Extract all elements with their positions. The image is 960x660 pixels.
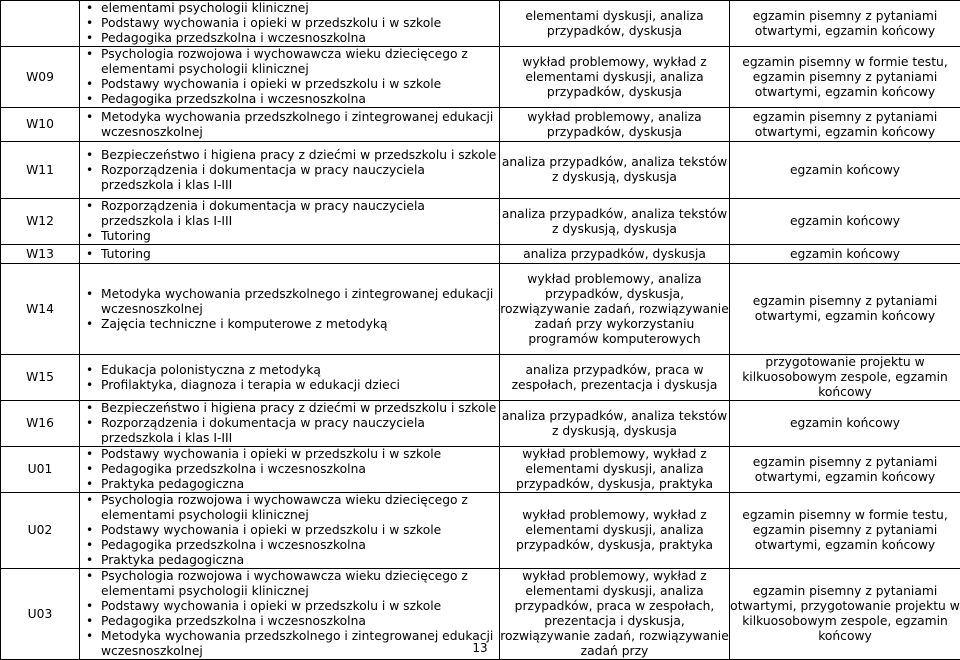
assessment-cell: przygotowanie projektu w kilkuosobowym zespole, egzamin końcowy (730, 355, 960, 401)
assessment-cell: egzamin końcowy (730, 245, 960, 264)
subject-item: • Podstawy wychowania i opieki w przedszkolu i w szkole (80, 447, 499, 462)
subject-item: • Bezpieczeństwo i higiena pracy z dziećmi w przedszkolu i szkole (80, 401, 499, 416)
subject-item: • Tutoring (80, 247, 499, 262)
subjects-cell (80, 1, 500, 47)
methods-cell: wykład problemowy, wykład z elementami dyskusji, analiza przypadków, praca w zespołach, prezentacja i dyskusja, rozwiązywanie zadań, rozwiązywanie zadań przy (500, 569, 730, 660)
subject-item: • Pedagogika przedszkolna i wczesnoszkolna (80, 538, 499, 553)
subject-item: • elementami psychologii klinicznej (80, 1, 499, 16)
subject-item: • Rozporządzenia i dokumentacja w pracy nauczyciela przedszkola i klas I-III (80, 416, 499, 446)
subjects-cell (80, 142, 500, 199)
subject-item: • Podstawy wychowania i opieki w przedszkolu i w szkole (80, 16, 499, 31)
methods-cell: wykład problemowy, analiza przypadków, dyskusja, rozwiązywanie zadań, rozwiązywanie zadań przy wykorzystaniu programów komputerowych (500, 264, 730, 355)
assessment-cell: egzamin końcowy (730, 142, 960, 199)
methods-cell: analiza przypadków, analiza tekstów z dyskusją, dyskusja (500, 142, 730, 199)
subject-item: • Podstawy wychowania i opieki w przedszkolu i w szkole (80, 523, 499, 538)
table-row (1, 493, 960, 569)
table-row (1, 47, 960, 108)
table-row (1, 264, 960, 355)
outcome-code (1, 1, 80, 47)
subject-item: • Rozporządzenia i dokumentacja w pracy nauczyciela przedszkola i klas I-III (80, 199, 499, 229)
assessment-cell: egzamin końcowy (730, 199, 960, 245)
subject-item: • Pedagogika przedszkolna i wczesnoszkolna (80, 614, 499, 629)
subject-item: • Zajęcia techniczne i komputerowe z metodyką (80, 317, 499, 332)
table-row (1, 108, 960, 142)
outcome-code: W13 (1, 245, 80, 264)
outcome-code: W16 (1, 401, 80, 447)
subjects-cell (80, 245, 500, 264)
outcome-code: W14 (1, 264, 80, 355)
subject-item: • Podstawy wychowania i opieki w przedszkolu i w szkole (80, 599, 499, 614)
subject-item: • Psychologia rozwojowa i wychowawcza wieku dziecięcego z elementami psychologii klinicznej (80, 493, 499, 523)
assessment-cell: egzamin pisemny z pytaniami otwartymi, egzamin końcowy (730, 1, 960, 47)
outcome-code: W15 (1, 355, 80, 401)
methods-cell: wykład problemowy, analiza przypadków, dyskusja (500, 108, 730, 142)
subjects-cell (80, 493, 500, 569)
outcome-code: U02 (1, 493, 80, 569)
table-row (1, 355, 960, 401)
methods-cell: wykład problemowy, wykład z elementami dyskusji, analiza przypadków, dyskusja, praktyka (500, 447, 730, 493)
methods-cell: wykład problemowy, wykład z elementami dyskusji, analiza przypadków, dyskusja (500, 47, 730, 108)
page-number: 13 (0, 641, 960, 655)
subject-item: • Pedagogika przedszkolna i wczesnoszkolna (80, 92, 499, 107)
subjects-cell (80, 47, 500, 108)
methods-cell: wykład problemowy, wykład z elementami dyskusji, analiza przypadków, dyskusja, praktyka (500, 493, 730, 569)
subject-item: • Metodyka wychowania przedszkolnego i zintegrowanej edukacji wczesnoszkolnej (80, 287, 499, 317)
subject-item: • Praktyka pedagogiczna (80, 553, 499, 568)
outcome-code: W10 (1, 108, 80, 142)
methods-cell: analiza przypadków, dyskusja (500, 245, 730, 264)
assessment-cell: egzamin pisemny z pytaniami otwartymi, egzamin końcowy (730, 447, 960, 493)
subject-item: • Metodyka wychowania przedszkolnego i zintegrowanej edukacji wczesnoszkolnej (80, 629, 499, 659)
table-row (1, 142, 960, 199)
subjects-cell (80, 447, 500, 493)
subject-item: • Edukacja polonistyczna z metodyką (80, 363, 499, 378)
subjects-cell (80, 401, 500, 447)
methods-cell: elementami dyskusji, analiza przypadków, dyskusja (500, 1, 730, 47)
subject-item: • Podstawy wychowania i opieki w przedszkolu i w szkole (80, 77, 499, 92)
subject-item: • Profilaktyka, diagnoza i terapia w edukacji dzieci (80, 378, 499, 393)
subject-item: • Metodyka wychowania przedszkolnego i zintegrowanej edukacji wczesnoszkolnej (80, 110, 499, 140)
outcome-code: W12 (1, 199, 80, 245)
methods-cell: analiza przypadków, analiza tekstów z dyskusją, dyskusja (500, 401, 730, 447)
table-row (1, 447, 960, 493)
outcome-code: W11 (1, 142, 80, 199)
subject-item: • Pedagogika przedszkolna i wczesnoszkolna (80, 462, 499, 477)
assessment-cell: egzamin pisemny w formie testu, egzamin pisemny z pytaniami otwartymi, egzamin końcowy (730, 47, 960, 108)
table-row (1, 1, 960, 47)
table-row (1, 245, 960, 264)
subject-item: • Psychologia rozwojowa i wychowawcza wieku dziecięcego z elementami psychologii klinicznej (80, 569, 499, 599)
table-row (1, 199, 960, 245)
subject-item: • Psychologia rozwojowa i wychowawcza wieku dziecięcego z elementami psychologii klinicznej (80, 47, 499, 77)
subject-item: • Tutoring (80, 229, 499, 244)
assessment-cell: egzamin pisemny z pytaniami otwartymi, egzamin końcowy (730, 108, 960, 142)
assessment-cell: egzamin pisemny z pytaniami otwartymi, przygotowanie projektu w kilkuosobowym zespole, egzamin końcowy (730, 569, 960, 660)
subject-item: • Pedagogika przedszkolna i wczesnoszkolna (80, 31, 499, 46)
assessment-cell: egzamin końcowy (730, 401, 960, 447)
table-row (1, 401, 960, 447)
subject-item: • Bezpieczeństwo i higiena pracy z dziećmi w przedszkolu i szkole (80, 148, 499, 163)
subject-item: • Praktyka pedagogiczna (80, 477, 499, 492)
subjects-cell (80, 355, 500, 401)
subjects-cell (80, 199, 500, 245)
methods-cell: analiza przypadków, analiza tekstów z dyskusją, dyskusja (500, 199, 730, 245)
assessment-cell: egzamin pisemny w formie testu, egzamin pisemny z pytaniami otwartymi, egzamin końcowy (730, 493, 960, 569)
subjects-cell (80, 264, 500, 355)
outcome-code: W09 (1, 47, 80, 108)
subjects-cell (80, 108, 500, 142)
outcome-code: U03 (1, 569, 80, 660)
outcome-code: U01 (1, 447, 80, 493)
assessment-cell: egzamin pisemny z pytaniami otwartymi, egzamin końcowy (730, 264, 960, 355)
subject-item: • Rozporządzenia i dokumentacja w pracy nauczyciela przedszkola i klas I-III (80, 163, 499, 193)
methods-cell: analiza przypadków, praca w zespołach, prezentacja i dyskusja (500, 355, 730, 401)
